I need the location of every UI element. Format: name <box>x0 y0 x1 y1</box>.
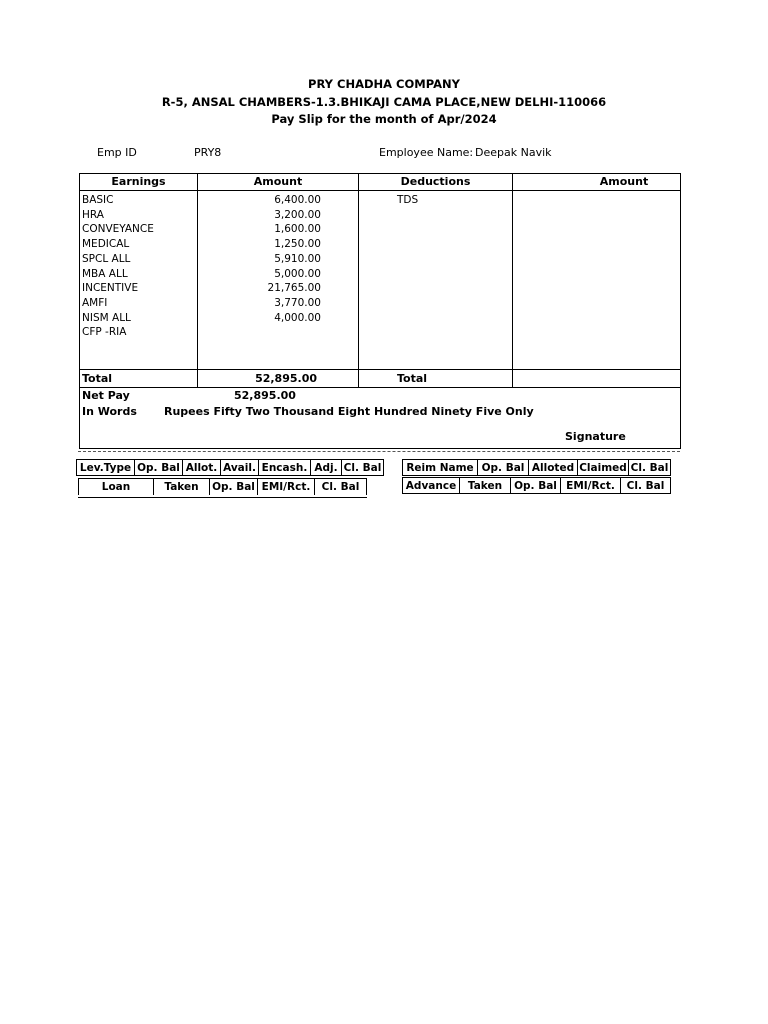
reim-table-header <box>402 459 671 476</box>
earning-amount: 1,250.00 <box>274 238 321 251</box>
company-address: R-5, ANSAL CHAMBERS-1.3.BHIKAJI CAMA PLACE,NEW DELHI-110066 <box>161 95 607 109</box>
net-pay-label: Net Pay <box>82 389 130 402</box>
earning-label: MBA ALL <box>82 267 128 280</box>
advance-col-header: Cl. Bal <box>626 479 665 492</box>
leave-table-header <box>76 459 384 476</box>
emp-id-label: Emp ID <box>97 146 137 159</box>
loan-col-header: Op. Bal <box>210 479 258 495</box>
emp-id-value: PRY8 <box>194 146 222 159</box>
leave-col-header: Op. Bal <box>135 460 183 475</box>
advance-col-header: EMI/Rct. <box>561 478 621 493</box>
header-deductions: Deductions <box>400 175 471 188</box>
employee-name-label: Employee Name: <box>379 146 474 159</box>
reim-col-header: Op. Bal <box>478 460 529 475</box>
loan-table-bottom-rule <box>78 497 367 498</box>
header-earnings-amount: Amount <box>253 175 303 188</box>
earning-amount: 1,600.00 <box>274 223 321 236</box>
earning-amount: 5,910.00 <box>274 252 321 265</box>
deduction-label: TDS <box>397 194 419 206</box>
earning-label: SPCL ALL <box>82 252 131 265</box>
advance-col-header: Advance <box>403 478 460 493</box>
total-earnings-label: Total <box>82 372 113 385</box>
payslip-title: Pay Slip for the month of Apr/2024 <box>271 112 497 126</box>
leave-col-header: Adj. <box>311 460 342 475</box>
reim-col-header: Reim Name <box>403 460 478 475</box>
loan-col-header: Loan <box>79 479 154 495</box>
loan-table-header <box>78 478 367 495</box>
earning-label: INCENTIVE <box>82 282 139 295</box>
earning-label: CFP -RIA <box>82 326 127 339</box>
advance-col-header: Taken <box>460 478 511 493</box>
loan-col-header: EMI/Rct. <box>258 479 315 495</box>
earning-amount: 5,000.00 <box>274 267 321 280</box>
earning-label: AMFI <box>82 296 108 309</box>
total-deductions-label: Total <box>397 372 428 385</box>
net-pay-value: 52,895.00 <box>234 389 296 402</box>
in-words-value: Rupees Fifty Two Thousand Eight Hundred Ninety Five Only <box>164 405 534 418</box>
reim-col-header: Cl. Bal <box>630 461 669 474</box>
total-earnings-value: 52,895.00 <box>255 372 317 385</box>
earning-amount: 3,200.00 <box>274 208 321 221</box>
header-deductions-amount: Amount <box>599 175 649 188</box>
earning-amount: 21,765.00 <box>267 282 321 295</box>
earning-label: CONVEYANCE <box>82 223 154 236</box>
earning-label: HRA <box>82 208 104 221</box>
advance-col-header: Op. Bal <box>511 478 561 493</box>
leave-col-header: Cl. Bal <box>343 461 382 474</box>
leave-col-header: Allot. <box>183 460 221 475</box>
in-words-label: In Words <box>82 405 137 418</box>
reim-col-header: Alloted <box>529 460 578 475</box>
earning-amount: 4,000.00 <box>274 311 321 324</box>
earning-label: NISM ALL <box>82 311 131 324</box>
company-name: PRY CHADHA COMPANY <box>308 77 460 91</box>
earning-amount: 3,770.00 <box>274 296 321 309</box>
dashed-separator <box>78 451 680 452</box>
leave-col-header: Lev.Type <box>77 460 135 475</box>
leave-col-header: Encash. <box>259 460 311 475</box>
loan-col-header: Taken <box>154 479 210 495</box>
header-earnings: Earnings <box>111 175 166 188</box>
earning-label: BASIC <box>82 194 114 206</box>
earning-amount: 6,400.00 <box>274 194 321 206</box>
loan-col-header: Cl. Bal <box>321 481 360 493</box>
advance-table-header <box>402 477 671 494</box>
reim-col-header: Claimed <box>578 460 629 475</box>
earning-label: MEDICAL <box>82 238 130 251</box>
employee-name-value: Deepak Navik <box>475 146 552 159</box>
signature-label: Signature <box>565 430 626 443</box>
leave-col-header: Avail. <box>221 460 259 475</box>
